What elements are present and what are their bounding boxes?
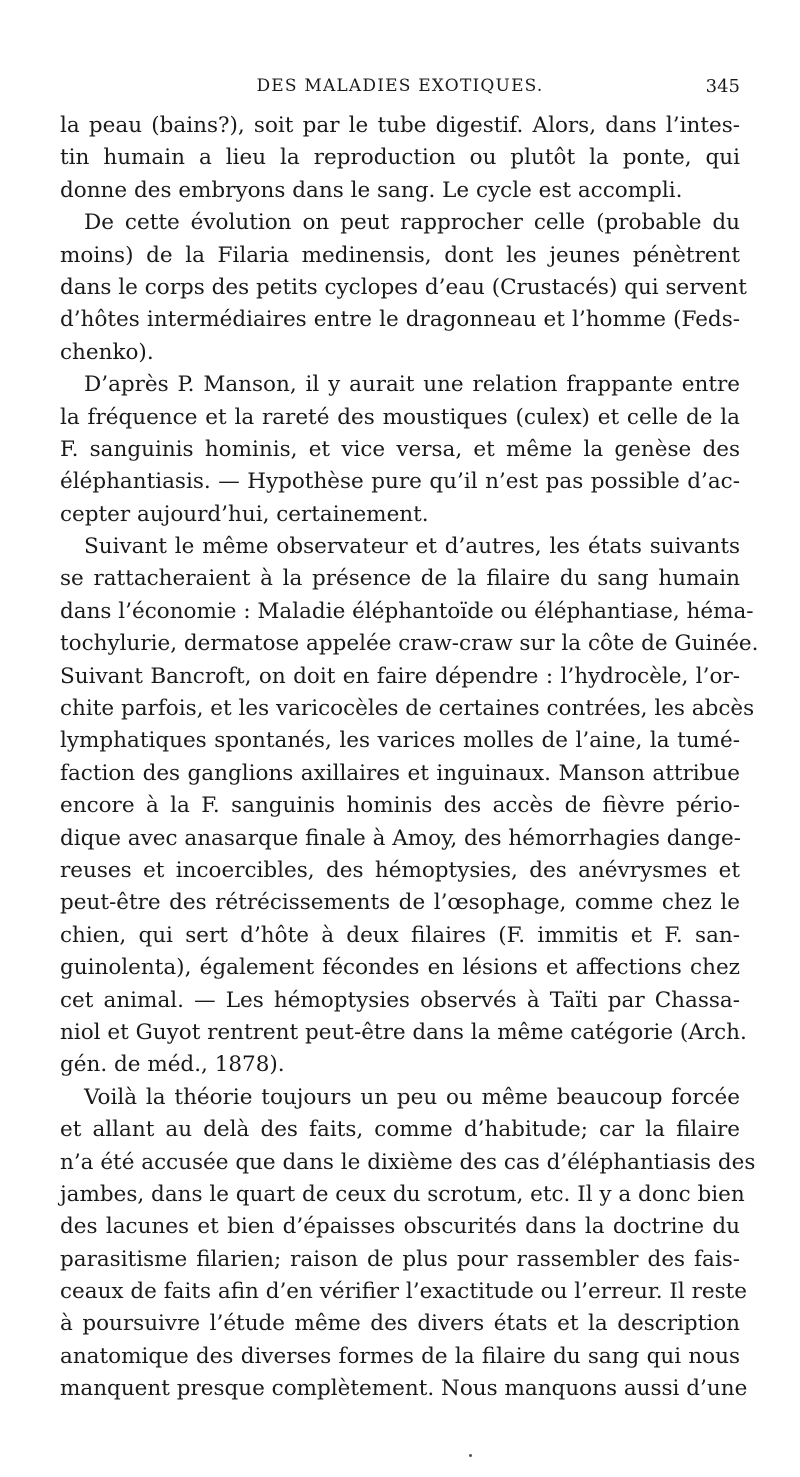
text-line: jambes, dans le quart de ceux du scrotum, etc. Il y a donc bien	[60, 1181, 745, 1207]
text-line: anatomique des diverses formes de la filaire du sang qui nous	[60, 1343, 740, 1369]
text-line: des lacunes et bien d’épaisses obscurités dans la doctrine du	[60, 1214, 740, 1240]
text-line: tochylurie, dermatose appelée craw-craw sur la côte de Guinée.	[60, 631, 759, 657]
text-line: chite parfois, et les varicocèles de certaines contrées, les abcès	[60, 696, 755, 722]
body-text	[60, 110, 759, 1406]
text-line: F. sanguinis hominis, et vice versa, et même la genèse des	[60, 436, 740, 462]
text-line: moins) de la Filaria medinensis, dont les jeunes pénètrent	[60, 242, 740, 268]
text-line: gén. de méd., 1878).	[60, 1052, 285, 1078]
text-line: lymphatiques spontanés, les varices molles de l’aine, la tumé-	[60, 728, 740, 754]
text-line: reuses et incoercibles, des hémoptysies, des anévrysmes et	[60, 857, 740, 883]
text-line: et allant au delà des faits, comme d’habitude; car la filaire	[60, 1117, 740, 1143]
running-title: DES MALADIES EXOTIQUES.	[256, 76, 544, 96]
text-line: De cette évolution on peut rapprocher celle (probable du	[84, 210, 740, 236]
text-line: d’hôtes intermédiaires entre le dragonneau et l’homme (Feds-	[60, 307, 740, 333]
text-line: cepter aujourd’hui, certainement.	[60, 501, 429, 527]
text-line: ceaux de faits afin d’en vérifier l’exactitude ou l’erreur. Il reste	[60, 1279, 748, 1305]
text-line: dans le corps des petits cyclopes d’eau (Crustacés) qui servent	[60, 274, 747, 300]
text-line: n’a été accusée que dans le dixième des cas d’éléphantiasis des	[60, 1149, 756, 1175]
page-number: 345	[705, 76, 740, 97]
text-line: Suivant Bancroft, on doit en faire dépendre : l’hydrocèle, l’or-	[60, 663, 740, 689]
text-line: se rattacheraient à la présence de la filaire du sang humain	[60, 566, 740, 592]
text-line: cet animal. — Les hémoptysies observés à Taïti par Chassa-	[60, 987, 740, 1013]
text-line: niol et Guyot rentrent peut-être dans la même catégorie (Arch.	[60, 1019, 747, 1045]
text-line: guinolenta), également fécondes en lésions et affections chez	[60, 955, 740, 981]
text-line: tin humain a lieu la reproduction ou plutôt la ponte, qui	[60, 145, 740, 171]
page-header	[60, 76, 740, 106]
text-line: donne des embryons dans le sang. Le cycle est accompli.	[60, 177, 683, 203]
text-line: faction des ganglions axillaires et inguinaux. Manson attribue	[60, 760, 740, 786]
text-line: dique avec anasarque finale à Amoy, des hémorrhagies dange-	[60, 825, 741, 851]
text-line: dans l’économie : Maladie éléphantoïde ou éléphantiase, héma-	[60, 598, 754, 624]
print-speck	[469, 1454, 472, 1457]
text-line: la fréquence et la rareté des moustiques (culex) et celle de la	[60, 404, 740, 430]
text-line: chien, qui sert d’hôte à deux filaires (F. immitis et F. san-	[60, 922, 740, 948]
text-line: parasitisme filarien; raison de plus pour rassembler des fais-	[60, 1246, 740, 1272]
text-line: chenko).	[60, 339, 154, 365]
text-line: à poursuivre l’étude même des divers états et la description	[60, 1311, 740, 1337]
text-line: encore à la F. sanguinis hominis des accès de fièvre pério-	[60, 793, 740, 819]
text-line: manquent presque complètement. Nous manquons aussi d’une	[60, 1376, 748, 1402]
text-line: peut-être des rétrécissements de l’œsophage, comme chez le	[60, 890, 740, 916]
text-line: D’après P. Manson, il y aurait une relation frappante entre	[84, 372, 740, 398]
text-line: la peau (bains?), soit par le tube digestif. Alors, dans l’intes-	[60, 113, 740, 138]
text-line: Voilà la théorie toujours un peu ou même beaucoup forcée	[84, 1084, 740, 1110]
text-line: Suivant le même observateur et d’autres, les états suivants	[84, 534, 740, 560]
text-line: éléphantiasis. — Hypothèse pure qu’il n’est pas possible d’ac-	[60, 469, 740, 495]
